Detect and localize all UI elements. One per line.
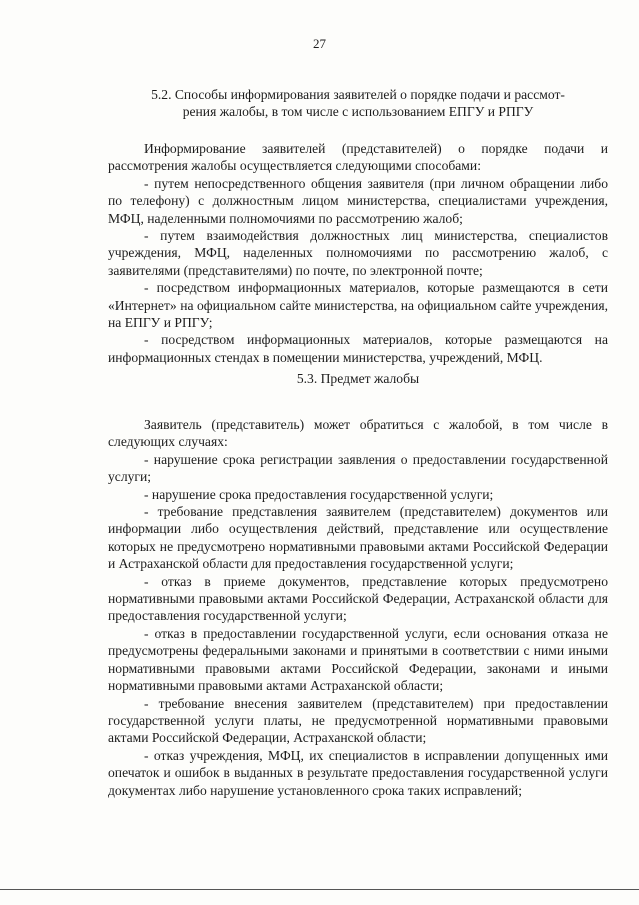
list-item: - отказ учреждения, МФЦ, их специалистов в исправлении допущенных ими опечаток и ошибок в выданных в результате предоставления государственной услуги документах либо нарушение установленного срока таких исправлений; — [108, 747, 608, 798]
scan-bottom-edge — [0, 889, 639, 890]
section-5-2-body — [108, 140, 608, 366]
section-5-2-heading-line1: 5.2. Способы информирования заявителей о порядке подачи и рассмот- — [151, 87, 565, 102]
section-5-2-heading — [108, 86, 608, 121]
list-item: - посредством информационных материалов, которые размещаются на информационных стендах в помещении министерства, учреждений, МФЦ. — [108, 332, 608, 365]
paragraph: Заявитель (представитель) может обратиться с жалобой, в том числе в следующих случаях: — [108, 417, 608, 450]
list-item: - путем непосредственного общения заявителя (при личном обращении либо по телефону) с должностным лицом министерства, специалистами учреждения, МФЦ, наделенными полномочиями по рассмотрению жалоб; — [108, 175, 608, 226]
section-5-3-body — [108, 416, 608, 799]
list-item: - нарушение срока регистрации заявления о предоставлении государственной услуги; — [108, 451, 608, 485]
list-item: - нарушение срока предоставления государственной услуги; — [144, 486, 494, 502]
list-item: - отказ в предоставлении государственной услуги, если основания отказа не предусмотрены федеральными законами и принятыми в соответствии с ними иными нормативными правовыми актами Российской Федерации, законами и иными нормативными правовыми актами Астраханской области; — [108, 625, 608, 694]
list-item: - отказ в приеме документов, представление которых предусмотрено нормативными правовыми актами Российской Федерации, Астраханской области для предоставления государственной услуги; — [108, 573, 608, 624]
list-item: - требование представления заявителем (представителем) документов или информации либо осуществления действий, представление или осуществление которых не предусмотрено нормативными правовыми актами Российской Федерации и Астраханской области для предоставления государственной услуги; — [108, 504, 608, 572]
list-item: - посредством информационных материалов, которые размещаются в сети «Интернет» на официальном сайте министерства, на официальном сайте учреждения, на ЕПГУ и РПГУ; — [108, 280, 608, 331]
section-5-2-heading-line2: рения жалобы, в том числе с использованием ЕПГУ и РПГУ — [182, 104, 534, 120]
section-5-3-heading: 5.3. Предмет жалобы — [296, 371, 420, 386]
page-number: 27 — [313, 36, 326, 51]
list-item: - требование внесения заявителем (представителем) при предоставлении государственной услуги платы, не предусмотренной нормативными правовыми актами Российской Федерации, Астраханской области; — [108, 695, 608, 746]
paragraph: Информирование заявителей (представителей) о порядке подачи и рассмотрения жалобы осуществляется следующими способами: — [108, 141, 608, 174]
list-item: - путем взаимодействия должностных лиц министерства, специалистов учреждения, МФЦ, наделенных полномочиями по рассмотрению жалоб, с заявителями (представителями) по почте, по электронной почте; — [108, 228, 608, 278]
